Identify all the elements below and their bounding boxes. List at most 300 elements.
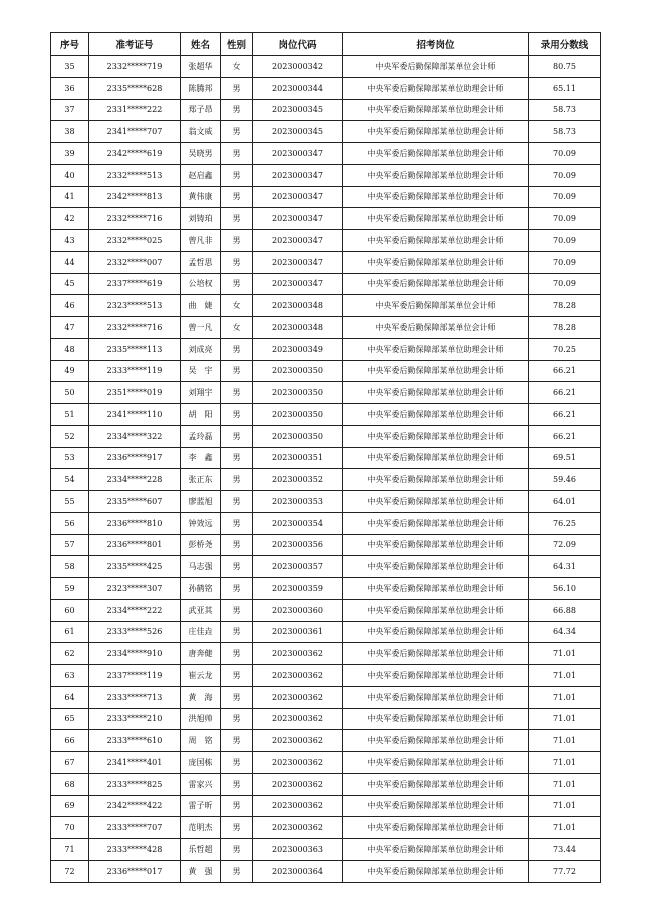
table-row	[51, 839, 601, 861]
gender-cell: 男	[221, 425, 253, 447]
gender-cell: 男	[221, 469, 253, 491]
position-cell: 中央军委后勤保障部某单位助理会计师	[343, 404, 529, 426]
gender-cell: 男	[221, 556, 253, 578]
exam-number-cell: 2331*****222	[89, 99, 181, 121]
name-cell: 赵启鑫	[181, 164, 221, 186]
exam-number-cell: 2334*****228	[89, 469, 181, 491]
exam-number-cell: 2335*****113	[89, 338, 181, 360]
position-cell: 中央军委后勤保障部某单位助理会计师	[343, 447, 529, 469]
gender-cell: 男	[221, 99, 253, 121]
seq-cell: 40	[51, 164, 89, 186]
gender-cell: 男	[221, 730, 253, 752]
table-row	[51, 730, 601, 752]
name-cell: 周 铭	[181, 730, 221, 752]
cutoff-score-cell: 66.21	[529, 425, 601, 447]
position-code-cell: 2023000347	[253, 143, 343, 165]
table-row	[51, 512, 601, 534]
cutoff-score-cell: 66.88	[529, 599, 601, 621]
cutoff-score-cell: 58.73	[529, 121, 601, 143]
cutoff-score-cell: 71.01	[529, 665, 601, 687]
gender-cell: 男	[221, 208, 253, 230]
seq-cell: 57	[51, 534, 89, 556]
exam-number-cell: 2333*****610	[89, 730, 181, 752]
table-row	[51, 273, 601, 295]
gender-cell: 男	[221, 447, 253, 469]
position-cell: 中央军委后勤保障部某单位助理会计师	[343, 273, 529, 295]
exam-number-cell: 2333*****825	[89, 773, 181, 795]
position-cell: 中央军委后勤保障部某单位会计师	[343, 56, 529, 78]
exam-number-cell: 2323*****307	[89, 578, 181, 600]
position-code-cell: 2023000356	[253, 534, 343, 556]
position-code-cell: 2023000345	[253, 121, 343, 143]
position-cell: 中央军委后勤保障部某单位助理会计师	[343, 817, 529, 839]
seq-cell: 55	[51, 491, 89, 513]
seq-cell: 61	[51, 621, 89, 643]
gender-cell: 男	[221, 164, 253, 186]
exam-number-cell: 2351*****019	[89, 382, 181, 404]
gender-cell: 男	[221, 621, 253, 643]
seq-cell: 52	[51, 425, 89, 447]
exam-number-cell: 2341*****401	[89, 752, 181, 774]
position-cell: 中央军委后勤保障部某单位助理会计师	[343, 686, 529, 708]
table-row	[51, 491, 601, 513]
cutoff-score-cell: 70.09	[529, 273, 601, 295]
exam-number-cell: 2341*****707	[89, 121, 181, 143]
cutoff-score-cell: 80.75	[529, 56, 601, 78]
name-cell: 胡 阳	[181, 404, 221, 426]
table-row	[51, 643, 601, 665]
position-code-cell: 2023000349	[253, 338, 343, 360]
name-cell: 雷子昕	[181, 795, 221, 817]
position-code-cell: 2023000348	[253, 317, 343, 339]
table-row	[51, 143, 601, 165]
position-code-cell: 2023000347	[253, 208, 343, 230]
seq-cell: 54	[51, 469, 89, 491]
position-cell: 中央军委后勤保障部某单位助理会计师	[343, 99, 529, 121]
table-row	[51, 230, 601, 252]
position-cell: 中央军委后勤保障部某单位助理会计师	[343, 621, 529, 643]
gender-cell: 男	[221, 338, 253, 360]
position-cell: 中央军委后勤保障部某单位助理会计师	[343, 795, 529, 817]
cutoff-score-cell: 78.28	[529, 295, 601, 317]
position-cell: 中央军委后勤保障部某单位助理会计师	[343, 360, 529, 382]
position-code-cell: 2023000362	[253, 686, 343, 708]
position-code-cell: 2023000353	[253, 491, 343, 513]
gender-cell: 男	[221, 860, 253, 882]
table-row	[51, 773, 601, 795]
position-code-cell: 2023000351	[253, 447, 343, 469]
name-cell: 崔云龙	[181, 665, 221, 687]
seq-cell: 49	[51, 360, 89, 382]
seq-cell: 50	[51, 382, 89, 404]
position-cell: 中央军委后勤保障部某单位助理会计师	[343, 534, 529, 556]
name-cell: 孟哲思	[181, 251, 221, 273]
position-code-cell: 2023000347	[253, 164, 343, 186]
name-cell: 刘翔宇	[181, 382, 221, 404]
position-cell: 中央军委后勤保障部某单位助理会计师	[343, 186, 529, 208]
cutoff-score-cell: 71.01	[529, 708, 601, 730]
gender-cell: 女	[221, 295, 253, 317]
gender-cell: 男	[221, 273, 253, 295]
cutoff-score-cell: 71.01	[529, 752, 601, 774]
exam-number-cell: 2332*****025	[89, 230, 181, 252]
seq-cell: 59	[51, 578, 89, 600]
position-code-cell: 2023000354	[253, 512, 343, 534]
exam-number-cell: 2333*****428	[89, 839, 181, 861]
col-header-position: 招考岗位	[343, 33, 529, 56]
gender-cell: 男	[221, 773, 253, 795]
col-header-gender: 性别	[221, 33, 253, 56]
gender-cell: 男	[221, 665, 253, 687]
gender-cell: 男	[221, 186, 253, 208]
gender-cell: 男	[221, 230, 253, 252]
gender-cell: 男	[221, 708, 253, 730]
exam-number-cell: 2333*****210	[89, 708, 181, 730]
gender-cell: 男	[221, 752, 253, 774]
name-cell: 曾一凡	[181, 317, 221, 339]
position-code-cell: 2023000361	[253, 621, 343, 643]
name-cell: 雷家兴	[181, 773, 221, 795]
seq-cell: 56	[51, 512, 89, 534]
seq-cell: 37	[51, 99, 89, 121]
name-cell: 曾凡非	[181, 230, 221, 252]
table-row	[51, 56, 601, 78]
exam-number-cell: 2335*****628	[89, 77, 181, 99]
table-row	[51, 599, 601, 621]
table-row	[51, 665, 601, 687]
table-row	[51, 99, 601, 121]
seq-cell: 65	[51, 708, 89, 730]
name-cell: 黄伟康	[181, 186, 221, 208]
exam-number-cell: 2333*****119	[89, 360, 181, 382]
col-header-position-code: 岗位代码	[253, 33, 343, 56]
position-cell: 中央军委后勤保障部某单位助理会计师	[343, 556, 529, 578]
gender-cell: 男	[221, 643, 253, 665]
exam-number-cell: 2336*****801	[89, 534, 181, 556]
seq-cell: 43	[51, 230, 89, 252]
name-cell: 公培权	[181, 273, 221, 295]
gender-cell: 男	[221, 77, 253, 99]
table-row	[51, 317, 601, 339]
name-cell: 张正东	[181, 469, 221, 491]
gender-cell: 女	[221, 317, 253, 339]
seq-cell: 36	[51, 77, 89, 99]
seq-cell: 44	[51, 251, 89, 273]
exam-number-cell: 2335*****607	[89, 491, 181, 513]
cutoff-score-cell: 78.28	[529, 317, 601, 339]
gender-cell: 男	[221, 382, 253, 404]
position-cell: 中央军委后勤保障部某单位助理会计师	[343, 730, 529, 752]
position-code-cell: 2023000362	[253, 730, 343, 752]
table-row	[51, 251, 601, 273]
exam-number-cell: 2333*****713	[89, 686, 181, 708]
col-header-seq: 序号	[51, 33, 89, 56]
cutoff-score-cell: 70.09	[529, 230, 601, 252]
seq-cell: 53	[51, 447, 89, 469]
position-code-cell: 2023000357	[253, 556, 343, 578]
position-cell: 中央军委后勤保障部某单位助理会计师	[343, 491, 529, 513]
exam-number-cell: 2332*****719	[89, 56, 181, 78]
position-cell: 中央军委后勤保障部某单位助理会计师	[343, 338, 529, 360]
gender-cell: 男	[221, 534, 253, 556]
exam-number-cell: 2332*****716	[89, 317, 181, 339]
cutoff-score-cell: 71.01	[529, 643, 601, 665]
cutoff-score-cell: 70.09	[529, 186, 601, 208]
table-row	[51, 578, 601, 600]
cutoff-score-cell: 59.46	[529, 469, 601, 491]
exam-number-cell: 2336*****017	[89, 860, 181, 882]
seq-cell: 41	[51, 186, 89, 208]
position-cell: 中央军委后勤保障部某单位助理会计师	[343, 230, 529, 252]
gender-cell: 男	[221, 512, 253, 534]
position-cell: 中央军委后勤保障部某单位助理会计师	[343, 382, 529, 404]
cutoff-score-cell: 70.09	[529, 164, 601, 186]
name-cell: 乐哲超	[181, 839, 221, 861]
cutoff-score-cell: 64.31	[529, 556, 601, 578]
position-cell: 中央军委后勤保障部某单位助理会计师	[343, 469, 529, 491]
gender-cell: 男	[221, 686, 253, 708]
position-code-cell: 2023000360	[253, 599, 343, 621]
table-row	[51, 556, 601, 578]
name-cell: 黄 海	[181, 686, 221, 708]
position-cell: 中央军委后勤保障部某单位助理会计师	[343, 77, 529, 99]
name-cell: 武亚其	[181, 599, 221, 621]
name-cell: 庄佳垚	[181, 621, 221, 643]
cutoff-score-cell: 66.21	[529, 382, 601, 404]
seq-cell: 38	[51, 121, 89, 143]
name-cell: 刘成亮	[181, 338, 221, 360]
name-cell: 张超华	[181, 56, 221, 78]
position-cell: 中央军委后勤保障部某单位助理会计师	[343, 251, 529, 273]
exam-number-cell: 2337*****619	[89, 273, 181, 295]
table-row	[51, 686, 601, 708]
table-row	[51, 338, 601, 360]
exam-number-cell: 2333*****526	[89, 621, 181, 643]
gender-cell: 男	[221, 795, 253, 817]
header-row	[51, 33, 601, 56]
name-cell: 唐奔健	[181, 643, 221, 665]
position-code-cell: 2023000347	[253, 230, 343, 252]
cutoff-score-cell: 71.01	[529, 730, 601, 752]
table-row	[51, 447, 601, 469]
name-cell: 曲 婕	[181, 295, 221, 317]
cutoff-score-cell: 73.44	[529, 839, 601, 861]
seq-cell: 66	[51, 730, 89, 752]
seq-cell: 70	[51, 817, 89, 839]
cutoff-score-cell: 56.10	[529, 578, 601, 600]
name-cell: 吴晓男	[181, 143, 221, 165]
seq-cell: 72	[51, 860, 89, 882]
name-cell: 廖蓝旭	[181, 491, 221, 513]
position-code-cell: 2023000362	[253, 817, 343, 839]
seq-cell: 46	[51, 295, 89, 317]
gender-cell: 男	[221, 404, 253, 426]
table-row	[51, 404, 601, 426]
exam-number-cell: 2334*****910	[89, 643, 181, 665]
position-code-cell: 2023000362	[253, 708, 343, 730]
seq-cell: 64	[51, 686, 89, 708]
cutoff-score-cell: 71.01	[529, 686, 601, 708]
name-cell: 黄 强	[181, 860, 221, 882]
table-row	[51, 121, 601, 143]
position-cell: 中央军委后勤保障部某单位助理会计师	[343, 643, 529, 665]
name-cell: 彭桥尧	[181, 534, 221, 556]
seq-cell: 39	[51, 143, 89, 165]
exam-number-cell: 2323*****513	[89, 295, 181, 317]
name-cell: 吴 宇	[181, 360, 221, 382]
name-cell: 翁文威	[181, 121, 221, 143]
position-code-cell: 2023000352	[253, 469, 343, 491]
table-row	[51, 295, 601, 317]
cutoff-score-cell: 71.01	[529, 795, 601, 817]
gender-cell: 男	[221, 121, 253, 143]
table-row	[51, 860, 601, 882]
gender-cell: 男	[221, 491, 253, 513]
seq-cell: 71	[51, 839, 89, 861]
gender-cell: 男	[221, 251, 253, 273]
position-cell: 中央军委后勤保障部某单位会计师	[343, 295, 529, 317]
seq-cell: 51	[51, 404, 89, 426]
cutoff-score-cell: 66.21	[529, 360, 601, 382]
position-code-cell: 2023000350	[253, 382, 343, 404]
position-cell: 中央军委后勤保障部某单位助理会计师	[343, 839, 529, 861]
name-cell: 洪旭帅	[181, 708, 221, 730]
table-row	[51, 382, 601, 404]
position-code-cell: 2023000344	[253, 77, 343, 99]
exam-number-cell: 2342*****813	[89, 186, 181, 208]
exam-number-cell: 2332*****513	[89, 164, 181, 186]
name-cell: 钟效远	[181, 512, 221, 534]
position-cell: 中央军委后勤保障部某单位助理会计师	[343, 773, 529, 795]
position-code-cell: 2023000350	[253, 425, 343, 447]
exam-number-cell: 2334*****322	[89, 425, 181, 447]
seq-cell: 60	[51, 599, 89, 621]
cutoff-score-cell: 58.73	[529, 99, 601, 121]
name-cell: 庞国栋	[181, 752, 221, 774]
position-cell: 中央军委后勤保障部某单位助理会计师	[343, 860, 529, 882]
seq-cell: 35	[51, 56, 89, 78]
col-header-exam-number: 准考证号	[89, 33, 181, 56]
position-cell: 中央军委后勤保障部某单位会计师	[343, 317, 529, 339]
cutoff-score-cell: 64.34	[529, 621, 601, 643]
cutoff-score-cell: 70.09	[529, 251, 601, 273]
exam-number-cell: 2335*****425	[89, 556, 181, 578]
position-cell: 中央军委后勤保障部某单位助理会计师	[343, 121, 529, 143]
exam-number-cell: 2333*****707	[89, 817, 181, 839]
cutoff-score-cell: 70.09	[529, 208, 601, 230]
name-cell: 李 鑫	[181, 447, 221, 469]
seq-cell: 68	[51, 773, 89, 795]
position-code-cell: 2023000362	[253, 752, 343, 774]
position-code-cell: 2023000362	[253, 643, 343, 665]
position-code-cell: 2023000362	[253, 665, 343, 687]
table-row	[51, 817, 601, 839]
position-code-cell: 2023000362	[253, 795, 343, 817]
gender-cell: 男	[221, 578, 253, 600]
position-code-cell: 2023000347	[253, 273, 343, 295]
results-table	[50, 32, 601, 883]
gender-cell: 女	[221, 56, 253, 78]
exam-number-cell: 2342*****422	[89, 795, 181, 817]
position-code-cell: 2023000364	[253, 860, 343, 882]
exam-number-cell: 2334*****222	[89, 599, 181, 621]
cutoff-score-cell: 69.51	[529, 447, 601, 469]
cutoff-score-cell: 77.72	[529, 860, 601, 882]
name-cell: 孟玲磊	[181, 425, 221, 447]
gender-cell: 男	[221, 817, 253, 839]
name-cell: 马志强	[181, 556, 221, 578]
seq-cell: 45	[51, 273, 89, 295]
name-cell: 范明杰	[181, 817, 221, 839]
exam-number-cell: 2342*****619	[89, 143, 181, 165]
table-row	[51, 425, 601, 447]
position-code-cell: 2023000350	[253, 360, 343, 382]
position-cell: 中央军委后勤保障部某单位助理会计师	[343, 578, 529, 600]
cutoff-score-cell: 72.09	[529, 534, 601, 556]
table-row	[51, 795, 601, 817]
seq-cell: 42	[51, 208, 89, 230]
exam-number-cell: 2336*****917	[89, 447, 181, 469]
gender-cell: 男	[221, 599, 253, 621]
position-code-cell: 2023000359	[253, 578, 343, 600]
position-cell: 中央军委后勤保障部某单位助理会计师	[343, 752, 529, 774]
cutoff-score-cell: 64.01	[529, 491, 601, 513]
cutoff-score-cell: 66.21	[529, 404, 601, 426]
position-cell: 中央军委后勤保障部某单位助理会计师	[343, 599, 529, 621]
position-cell: 中央军委后勤保障部某单位助理会计师	[343, 425, 529, 447]
gender-cell: 男	[221, 360, 253, 382]
exam-number-cell: 2332*****716	[89, 208, 181, 230]
table-row	[51, 360, 601, 382]
cutoff-score-cell: 76.25	[529, 512, 601, 534]
name-cell: 郑子昂	[181, 99, 221, 121]
cutoff-score-cell: 70.09	[529, 143, 601, 165]
position-code-cell: 2023000345	[253, 99, 343, 121]
col-header-name: 姓名	[181, 33, 221, 56]
table-body	[51, 56, 601, 883]
table-row	[51, 534, 601, 556]
seq-cell: 47	[51, 317, 89, 339]
cutoff-score-cell: 70.25	[529, 338, 601, 360]
table-row	[51, 77, 601, 99]
position-code-cell: 2023000350	[253, 404, 343, 426]
exam-number-cell: 2337*****119	[89, 665, 181, 687]
seq-cell: 69	[51, 795, 89, 817]
position-code-cell: 2023000347	[253, 251, 343, 273]
table-row	[51, 164, 601, 186]
position-code-cell: 2023000347	[253, 186, 343, 208]
table-row	[51, 708, 601, 730]
position-code-cell: 2023000348	[253, 295, 343, 317]
position-cell: 中央军委后勤保障部某单位助理会计师	[343, 665, 529, 687]
name-cell: 陈腾邦	[181, 77, 221, 99]
table-row	[51, 621, 601, 643]
exam-number-cell: 2336*****810	[89, 512, 181, 534]
position-cell: 中央军委后勤保障部某单位助理会计师	[343, 708, 529, 730]
exam-number-cell: 2332*****007	[89, 251, 181, 273]
seq-cell: 62	[51, 643, 89, 665]
seq-cell: 58	[51, 556, 89, 578]
position-code-cell: 2023000362	[253, 773, 343, 795]
cutoff-score-cell: 71.01	[529, 773, 601, 795]
name-cell: 孙鹤铭	[181, 578, 221, 600]
table-row	[51, 186, 601, 208]
gender-cell: 男	[221, 143, 253, 165]
seq-cell: 63	[51, 665, 89, 687]
seq-cell: 48	[51, 338, 89, 360]
table-row	[51, 752, 601, 774]
cutoff-score-cell: 65.11	[529, 77, 601, 99]
